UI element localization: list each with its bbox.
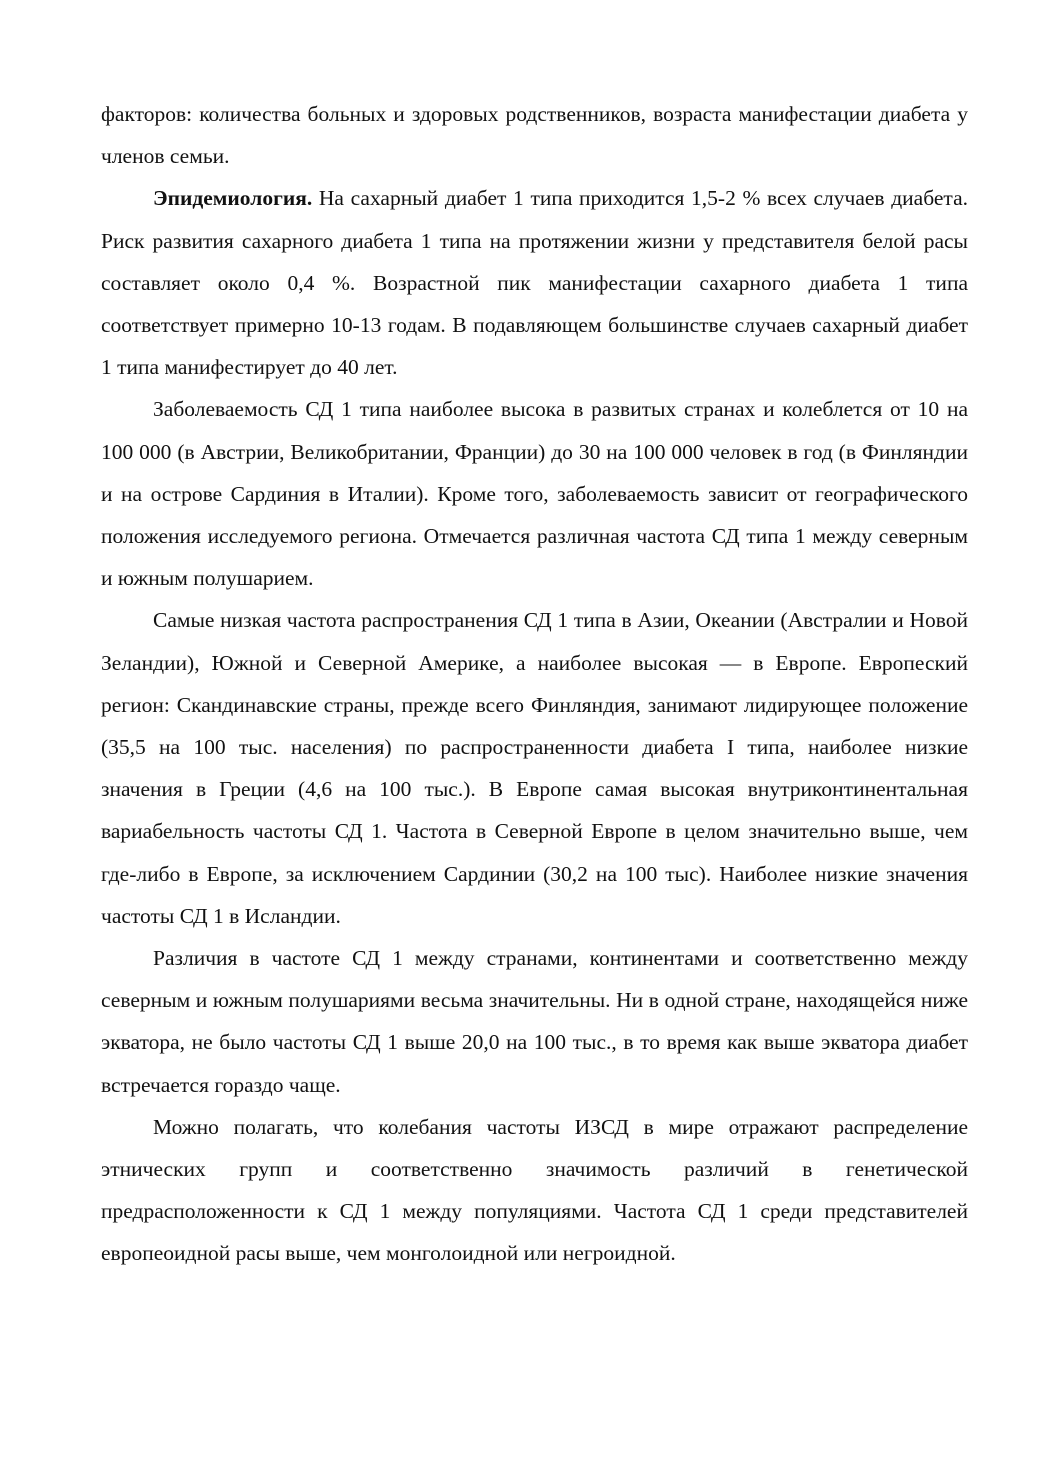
paragraph-ethnic-groups: Можно полагать, что колебания частоты ИЗСД в мире отражают распределение этнических групп и соответственно значимость различий в генетической предрасположенности к СД 1 между популяциями. Частота СД 1 среди представителей европеоидной расы выше, чем монголоидной или негроидной. bbox=[101, 1114, 968, 1266]
paragraph-hemisphere-differences: Различия в частоте СД 1 между странами, континентами и соответственно между северным и южным полушариями весьма значительны. Ни в одной стране, находящейся ниже экватора, не было частоты СД 1 выше 20,0 на 100 тыс., в то время как выше экватора диабет встречается гораздо чаще. bbox=[101, 946, 968, 1097]
epidemiology-text: На сахарный диабет 1 типа приходится 1,5-2 % всех случаев диабета. Риск развития сахарного диабета 1 типа на протяжении жизни у представителя белой расы составляет около 0,4 %. Возрастной пик манифестации сахарного диабета 1 типа соответствует примерно 10-13 годам. В подавляющем большинстве случаев сахарный диабет 1 типа манифестирует до 40 лет. bbox=[101, 186, 968, 380]
paragraph-epidemiology bbox=[101, 177, 968, 388]
paragraph-regional-prevalence: Самые низкая частота распространения СД 1 типа в Азии, Океании (Австралии и Новой Зеландии), Южной и Северной Америке, а наиболее высокая — в Европе. Европеский регион: Скандинавские страны, прежде всего Финляндия, занимают лидирующее положение (35,5 на 100 тыс. населения) по распространенности диабета I типа, наиболее низкие значения в Греции (4,6 на 100 тыс.). В Европе самая высокая внутриконтинентальная вариабельность частоты СД 1. Частота в Северной Европе в целом значительно выше, чем где-либо в Европе, за исключением Сардинии (30,2 на 100 тыс). Наиболее низкие значения частоты СД 1 в Исландии. bbox=[101, 608, 968, 928]
paragraph-incidence: Заболеваемость СД 1 типа наиболее высока в развитых странах и колеблется от 10 на 100 000 (в Австрии, Великобритании, Франции) до 30 на 100 000 человек в год (в Финляндии и на острове Сардиния в Италии). Кроме того, заболеваемость зависит от географического положения исследуемого региона. Отмечается различная частота СД типа 1 между северным и южным полушарием. bbox=[101, 397, 968, 591]
epidemiology-heading: Эпидемиология. bbox=[153, 186, 313, 211]
paragraph-family-factors: факторов: количества больных и здоровых родственников, возраста манифестации диабета у членов семьи. bbox=[101, 102, 968, 169]
document-page bbox=[101, 93, 968, 1275]
